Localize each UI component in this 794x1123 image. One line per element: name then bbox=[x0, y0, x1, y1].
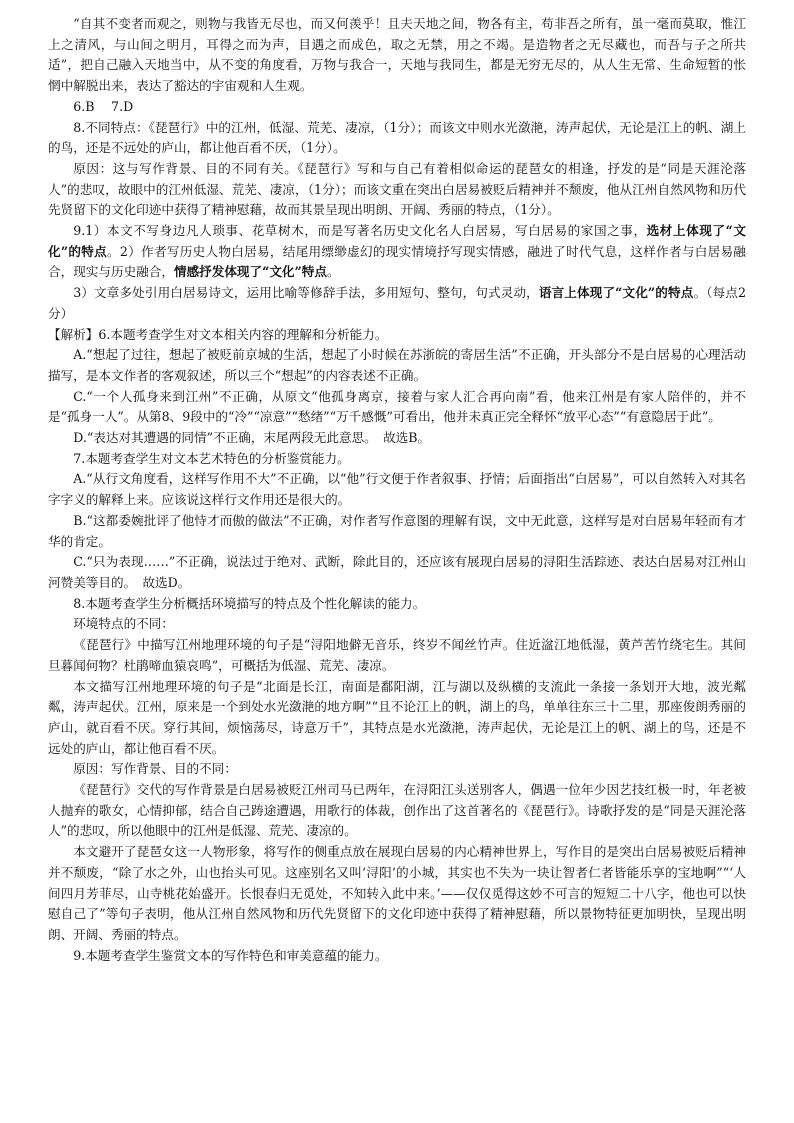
analysis-7-intro: 7.本题考查学生对文本艺术特色的分析鉴赏能力。 bbox=[73, 450, 350, 466]
analysis-heading: 【解析】6.本题考查学生对文本相关内容的理解和分析能力。 bbox=[48, 326, 388, 342]
answer-9-bold-c: 语言上体现了“文化”的特点 bbox=[538, 285, 694, 301]
analysis-8-purpose: 本文避开了琵琶女这一人物形象，将写作的侧重点放在展现白居易的内心精神世界上，写作目的是突出白居易被贬后精神并不颓废，“除了水之外，山也抬头可见。这座别名又叫‘浔阳’的小城，其实也不失为一块让智者仁者皆能乐享的宝地啊”“‘人间四月芳菲尽，山寺桃花始盛开。长恨春归无觅处，不知转入此中来。’——仅仅觅得这妙不可言的短短二十八字，他也可以快慰自己了”等句子表明，他从江州自然风物和历代先贤留下的文化印迹中获得了精神慰藉，所以景物特征更加明快，呈现出明朗、开阔、秀丽的特点。 bbox=[48, 844, 746, 942]
analysis-8-text: 本文描写江州地理环境的句子是“北面是长江，南面是鄱阳湖，江与湖以及纵横的支流此一条接一条划开大地，波光粼粼，涛声起伏。江州，原来是一个到处水光潋滟的地方啊”“且不论江上的帆，湖上的鸟，单单往东三十二里，那座俊朗秀丽的庐山，就百看不厌。穿行其间，烦恼荡尽，诗意万千”，其特点是水光潋滟，涛声起伏，无论是江上的帆、湖上的鸟，还是不远处的庐山，都让他百看不厌。 bbox=[48, 678, 746, 756]
analysis-7-b: B.“这都委婉批评了他恃才而傲的做法”不正确，对作者写作意图的理解有误，文中无此意，这样写是对白居易年轻而有才华的肯定。 bbox=[48, 512, 746, 549]
analysis-8-subhead-reasons: 原因：写作背景、目的不同： bbox=[73, 761, 237, 777]
analysis-7-a: A.“从行文角度看，这样写作用不大”不正确，以“他”行文便于作者叙事、抒情；后面指出“白居易”，可以自然转入对其名字字义的解释上来。应该说这样行文作用还是很大的。 bbox=[48, 471, 746, 508]
answer-choices-6-7: 6.B 7.D bbox=[73, 98, 134, 114]
analysis-8-pipa: 《琵琶行》中描写江州地理环境的句子是“浔阳地僻无音乐，终岁不闻丝竹声。住近湓江地低湿，黄芦苦竹绕宅生。其间旦暮闻何物？杜鹃啼血猿哀鸣”，可概括为低湿、荒芜、凄凉。 bbox=[48, 637, 746, 673]
answer-9-bold-a: 选材上体现了“文化”的特点 bbox=[48, 223, 746, 259]
analysis-6-c: C.“一个人孤身来到江州”不正确，从原文“他孤身离京，接着与家人汇合再向南”看，他来江州是有家人陪伴的，并不是“孤身一人”。从第8、9段中的“冷”“凉意”“愁绪”“万千感慨”可看出，他并未真正完全释怀“放平心态”“有意隐居于此”。 bbox=[48, 388, 746, 425]
analysis-8-intro: 8.本题考查学生分析概括环境描写的特点及个性化解读的能力。 bbox=[73, 595, 426, 611]
answer-8-reasons: 原因：这与写作背景、目的不同有关。《琵琶行》写和与自己有着相似命运的琵琶女的相逢，抒发的是“同是天涯沦落人”的悲叹，故眼中的江州低湿、荒芜、凄凉，（1分）；而该文重在突出白居易被贬后精神并不颓废，他从江州自然风物和历代先贤留下的文化印迹中获得了精神慰藉，故而其景呈现出明朗、开阔、秀丽的特点，（1分）。 bbox=[48, 160, 746, 218]
answer-9-text-e: 。（每点2分） bbox=[48, 285, 746, 321]
answer-9-point-3 bbox=[48, 283, 746, 324]
answer-9-text-d: 3）文章多处引用白居易诗文，运用比喻等修辞手法，多用短句、整句，句式灵动， bbox=[73, 285, 539, 301]
analysis-6-d: D.“表达对其遭遇的同情”不正确，末尾两段无此意思。 故选B。 bbox=[73, 430, 431, 446]
analysis-8-background: 《琵琶行》交代的写作背景是白居易被贬江州司马已两年，在浔阳江头送别客人，偶遇一位年少因艺技红极一时，年老被人抛弃的歌女，心情抑郁，结合自己踌途遭遇，用歌行的体裁，创作出了这首著名的《琵琶行》。诗歌抒发的是“同是天涯沦落人”的悲叹，所以他眼中的江州是低湿、荒芜、凄凉的。 bbox=[48, 782, 746, 839]
analysis-6-a: A.“想起了过往，想起了被贬前京城的生活，想起了小时候在苏浙皖的寄居生活”不正确，开头部分不是白居易的心理活动描写，是本文作者的客观叙述，所以三个“想起”的内容表述不正确。 bbox=[48, 347, 746, 383]
answer-9-text-a: 9.1）本文不写身边凡人琐事、花草树木，而是写著名历史文化名人白居易，写白居易的家国之事， bbox=[73, 223, 647, 239]
analysis-7-c: C.“只为表现……”不正确，说法过于绝对、武断，除此目的，还应该有展现白居易的浔阳生活踪迹、表达白居易对江州山河赞美等目的。 故选D。 bbox=[48, 554, 746, 590]
answer-9-bold-b: 情感抒发体现了“文化”特点 bbox=[173, 264, 327, 280]
answer-9-points bbox=[48, 221, 746, 283]
analysis-8-subhead-features: 环境特点的不同： bbox=[73, 616, 174, 632]
answer-9-text-b: 。2）作者写历史人物白居易，结尾用缥缈虚幻的现实情境抒写现实情感，融进了时代气息，这样作者与白居易融合，现实与历史融合， bbox=[48, 243, 747, 280]
answer-8-features: 8.不同特点：《琵琶行》中的江州，低湿、荒芜、凄凉，（1分）；而该文中则水光潋滟，涛声起伏，无论是江上的帆、湖上的鸟，还是不远处的庐山，都让他百看不厌，（1分）。 bbox=[48, 119, 746, 156]
analysis-9-intro: 9.本题考查学生鉴赏文本的写作特色和审美意蕴的能力。 bbox=[73, 947, 388, 963]
answer-9-text-c: 。 bbox=[326, 264, 340, 280]
answer-paragraph-1: “自其不变者而观之，则物与我皆无尽也，而又何羡乎！且夫天地之间，物各有主，苟非吾之所有，虽一毫而莫取，惟江上之清风，与山间之明月，耳得之而为声，目遇之而成色，取之无禁，用之不竭。是造物者之无尽藏也，而吾与子之所共适”，把自己融入天地当中，从不变的角度看，万物与我合一，天地与我同生，都是无穷无尽的，从人生无常、生命短暂的怅惘中解脱出来，表达了豁达的宇宙观和人生观。 bbox=[48, 16, 746, 94]
